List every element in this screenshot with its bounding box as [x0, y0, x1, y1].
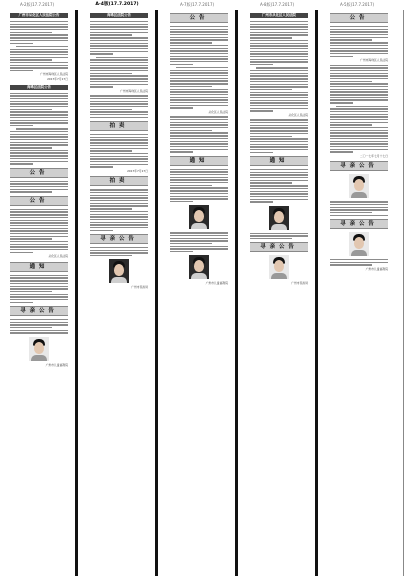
notice-title: 海珠区法院公告 [10, 85, 68, 90]
notice-body [90, 134, 148, 168]
child-photo [349, 174, 369, 198]
signoff: 广州市海珠区人民法院 [120, 88, 148, 93]
section-banner: 寻亲公告 [250, 242, 308, 252]
section-banner: 通知 [10, 262, 68, 272]
section-banner: 寻亲公告 [90, 234, 148, 244]
section-banner: 寻亲公告 [330, 219, 388, 229]
child-photo [189, 205, 209, 229]
section-banner: 寻亲公告 [10, 306, 68, 316]
notice-body [250, 169, 308, 203]
notice-body [170, 116, 228, 152]
signoff-date: 2017年7月17日 [47, 77, 68, 82]
notice-title: 海珠区法院公告 [90, 13, 148, 18]
notice-body [10, 275, 68, 303]
notice-body [90, 21, 148, 55]
column-rule [235, 10, 238, 576]
notice-body [330, 259, 388, 266]
signoff: 广州市海珠区人民法院 [40, 72, 68, 77]
column-4 [250, 10, 308, 576]
section-banner: 通知 [170, 156, 228, 166]
notice-body [10, 209, 68, 253]
signoff: 从化区人民法院 [208, 109, 228, 114]
column-rule [155, 10, 158, 576]
notice-body [330, 26, 388, 57]
column-rule [403, 10, 404, 576]
column-header-1: A-2版(17.7.2017) [19, 2, 55, 7]
child-photo [269, 255, 289, 279]
notice-body [170, 67, 228, 109]
notice-body [170, 232, 228, 252]
notice-body [10, 128, 68, 164]
notice-body [330, 65, 388, 104]
child-photo [29, 337, 49, 361]
notice-body [10, 319, 68, 334]
notice-body [250, 21, 308, 65]
notice-body [250, 119, 308, 153]
notice-body [250, 67, 308, 111]
notice-body [170, 26, 228, 65]
column-5 [330, 10, 388, 576]
notice-body [330, 106, 388, 153]
section-banner: 公告 [10, 196, 68, 206]
signoff: 广州市民政局 [291, 281, 308, 286]
signoff: 从化区人民法院 [288, 112, 308, 117]
notice-body [10, 21, 68, 44]
notice-body [330, 201, 388, 216]
notice-body [90, 95, 148, 118]
section-banner: 公告 [170, 13, 228, 23]
signoff: 广州市民政局 [131, 285, 148, 290]
column-1 [10, 10, 68, 576]
column-rule [75, 10, 78, 576]
column-header-4: A-8版(17.7.2017) [259, 2, 295, 7]
notice-body [10, 46, 68, 72]
notice-title: 广州市从化区人民法院公告 [10, 13, 68, 18]
section-banner: 公告 [10, 168, 68, 178]
notice-body [90, 189, 148, 231]
column-header-5: A-5版(17.7.2017) [339, 2, 375, 7]
section-banner: 寻亲公告 [330, 161, 388, 171]
signoff: 广州市儿童福利院 [45, 362, 68, 367]
notice-body [90, 57, 148, 88]
column-3 [170, 10, 228, 576]
signoff-date: 二〇一七年七月十七日 [360, 153, 388, 158]
notice-body [10, 181, 68, 193]
child-photo [349, 232, 369, 256]
signoff: 广州市海珠区人民法院 [360, 57, 388, 62]
notice-body [170, 169, 228, 203]
section-banner: 公告 [330, 13, 388, 23]
column-2 [90, 10, 148, 576]
section-banner: 拍卖 [90, 176, 148, 186]
column-header-2: A-4版(17.7.2017) [95, 2, 139, 7]
signoff: 广州市儿童福利院 [205, 281, 228, 286]
signoff: 从化区人民法院 [48, 254, 68, 259]
notice-body [250, 233, 308, 240]
column-header-3: A-7版(17.7.2017) [179, 2, 215, 7]
column-rule [315, 10, 318, 576]
section-banner: 通知 [250, 156, 308, 166]
section-banner: 拍卖 [90, 121, 148, 131]
notice-body [10, 93, 68, 127]
signoff: 2017年7月17日 [127, 168, 148, 173]
notice-title: 广州市从化区人民法院 [250, 13, 308, 18]
signoff: 广州市儿童福利院 [365, 266, 388, 271]
child-photo [189, 255, 209, 279]
child-photo [109, 259, 129, 283]
notice-body [90, 247, 148, 256]
child-photo [269, 206, 289, 230]
